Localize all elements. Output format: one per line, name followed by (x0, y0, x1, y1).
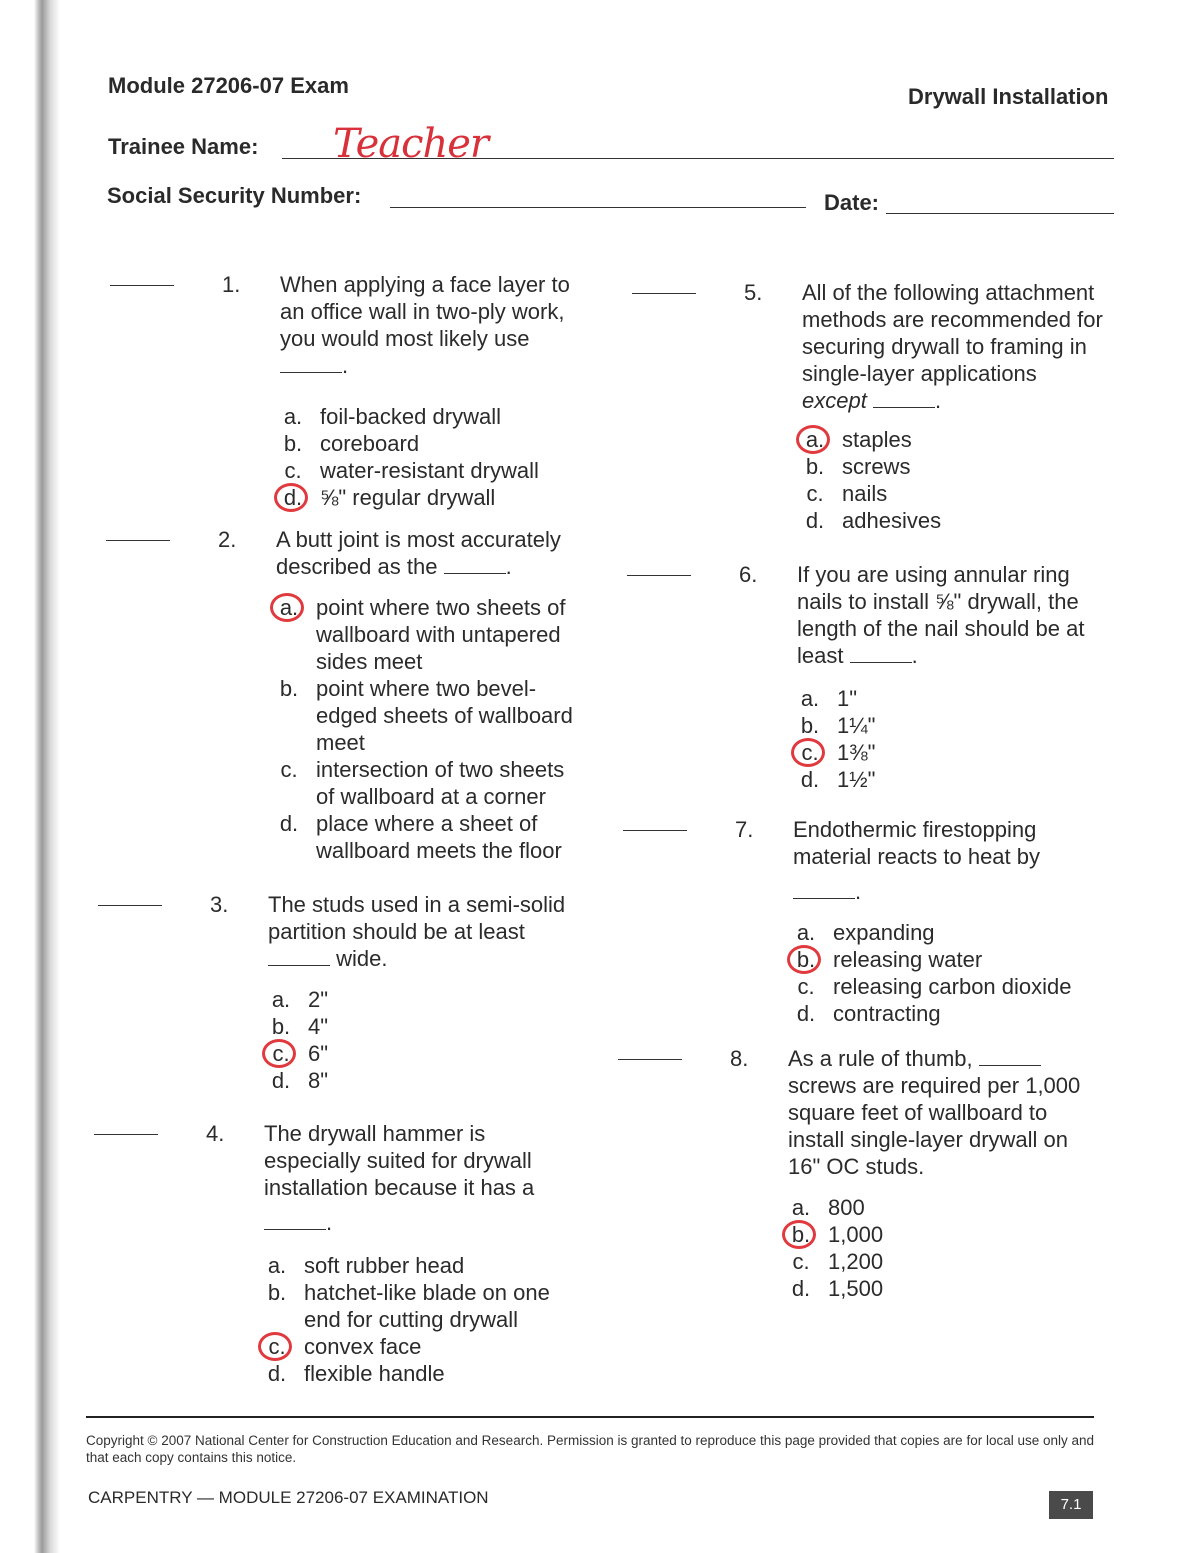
date-line[interactable] (886, 213, 1114, 214)
question-number: 8. (730, 1046, 749, 1071)
answer-blank-8[interactable] (618, 1059, 682, 1060)
question-stem: The studs used in a semi-solid partition should be at least wide. (268, 892, 566, 971)
fill-in-blank (444, 555, 506, 574)
question-2 (218, 526, 591, 864)
option-a[interactable]: a. 2" (271, 987, 329, 1012)
question-number: 1. (222, 272, 241, 297)
option-a-circled[interactable]: a. staples (802, 426, 1114, 453)
date-label: Date: (824, 190, 880, 215)
question-stem: When applying a face layer to an office wall in two-ply work, you would most likely use . (280, 272, 570, 378)
option-d[interactable]: d. contracting (796, 1001, 941, 1026)
answer-blank-4[interactable] (94, 1134, 158, 1135)
scan-binding-shadow (0, 0, 60, 1553)
question-number: 6. (739, 562, 758, 587)
option-c[interactable]: c. 1,200 (792, 1249, 884, 1274)
ssn-line[interactable] (390, 207, 806, 208)
question-number: 2. (218, 527, 237, 552)
option-d[interactable]: d. 1,500 (791, 1276, 884, 1301)
answer-blank-1[interactable] (110, 285, 174, 286)
options (268, 986, 568, 1094)
fill-in-blank (979, 1047, 1041, 1066)
options (802, 426, 1114, 534)
options (788, 1194, 1103, 1302)
copyright-notice: Copyright © 2007 National Center for Construction Education and Research. Permission is granted to reproduce this page provided that copies are for local use only and that each copy contains this notice. (86, 1433, 1095, 1465)
option-a-circled[interactable]: a. point where two sheets of wallboard with untapered sides meet (276, 594, 586, 675)
question-number: 7. (735, 817, 754, 842)
option-a[interactable]: a. expanding (796, 920, 935, 945)
option-a[interactable]: a. 1" (800, 686, 858, 711)
option-b[interactable]: b. screws (805, 454, 911, 479)
question-number: 5. (744, 280, 763, 305)
answer-blank-5[interactable] (632, 293, 696, 294)
options (793, 919, 1093, 1027)
option-b[interactable]: b. coreboard (283, 431, 420, 456)
question-4 (206, 1120, 564, 1387)
ssn-label: Social Security Number: (107, 183, 362, 208)
option-a[interactable]: a. 800 (791, 1195, 865, 1220)
question-6 (739, 561, 1107, 793)
option-d[interactable]: d. flexible handle (267, 1361, 445, 1386)
option-c[interactable]: c. releasing carbon dioxide (797, 974, 1072, 999)
option-c[interactable]: c. nails (806, 481, 888, 506)
option-d-circled[interactable]: d. ⅝" regular drywall (280, 484, 600, 511)
question-1 (222, 271, 600, 511)
series-title: CARPENTRY — MODULE 27206-07 EXAMINATION (88, 1488, 489, 1507)
options (797, 685, 1107, 793)
question-stem: Endothermic firestopping material reacts to heat by . (793, 817, 1041, 904)
question-number: 3. (210, 892, 229, 917)
option-b[interactable]: b. 1¼" (800, 713, 876, 738)
option-c-circled[interactable]: c. 6" (268, 1040, 568, 1067)
option-b[interactable]: b. 4" (271, 1014, 329, 1039)
option-d[interactable]: d. 8" (271, 1068, 329, 1093)
fill-in-blank (850, 644, 912, 663)
question-stem: The drywall hammer is especially suited for drywall installation because it has a . (264, 1121, 535, 1235)
subject-title: Drywall Installation (908, 84, 1109, 109)
answer-blank-7[interactable] (623, 830, 687, 831)
page-number-badge: 7.1 (1049, 1491, 1093, 1519)
trainee-name-value: Teacher (333, 121, 489, 167)
options (264, 1252, 564, 1387)
question-stem: A butt joint is most accurately described as the . (276, 527, 561, 579)
option-b[interactable]: b. point where two bevel-edged sheets of wallboard meet (279, 676, 573, 755)
question-stem: If you are using annular ring nails to install ⅝" drywall, the length of the nail should be at least . (797, 562, 1085, 668)
trainee-name-label: Trainee Name: (108, 134, 259, 159)
answer-blank-2[interactable] (106, 540, 170, 541)
answer-blank-6[interactable] (627, 575, 691, 576)
question-number: 4. (206, 1121, 225, 1146)
fill-in-blank (264, 1211, 326, 1230)
question-7 (735, 816, 1093, 1027)
option-a[interactable]: a. foil-backed drywall (283, 404, 501, 429)
options (276, 594, 586, 864)
options (280, 403, 600, 511)
footer-divider (86, 1416, 1094, 1418)
option-c-circled[interactable]: c. 1⅜" (797, 739, 1107, 766)
question-stem: As a rule of thumb, screws are required per 1,000 square feet of wallboard to install single-layer drywall on 16" OC studs. (788, 1046, 1081, 1179)
question-8 (730, 1045, 1103, 1302)
fill-in-blank (280, 354, 342, 373)
fill-in-blank (873, 389, 935, 408)
option-b[interactable]: b. hatchet-like blade on one end for cutting drywall (267, 1280, 550, 1332)
question-5 (744, 279, 1114, 534)
module-title: Module 27206-07 Exam (108, 73, 349, 98)
option-b-circled[interactable]: b. 1,000 (788, 1221, 1103, 1248)
question-3 (210, 891, 568, 1094)
fill-in-blank (793, 880, 855, 899)
option-b-circled[interactable]: b. releasing water (793, 946, 1093, 973)
option-a[interactable]: a. soft rubber head (267, 1253, 465, 1278)
option-d[interactable]: d. adhesives (805, 508, 942, 533)
fill-in-blank (268, 947, 330, 966)
option-c-circled[interactable]: c. convex face (264, 1333, 564, 1360)
option-c[interactable]: c. intersection of two sheets of wallboard at a corner (280, 757, 565, 809)
option-d[interactable]: d. place where a sheet of wallboard meets the floor (279, 811, 562, 863)
option-d[interactable]: d. 1½" (800, 767, 876, 792)
answer-blank-3[interactable] (98, 905, 162, 906)
question-stem: All of the following attachment methods are recommended for securing drywall to framing in single-layer applications except . (802, 280, 1103, 413)
option-c[interactable]: c. water-resistant drywall (284, 458, 539, 483)
